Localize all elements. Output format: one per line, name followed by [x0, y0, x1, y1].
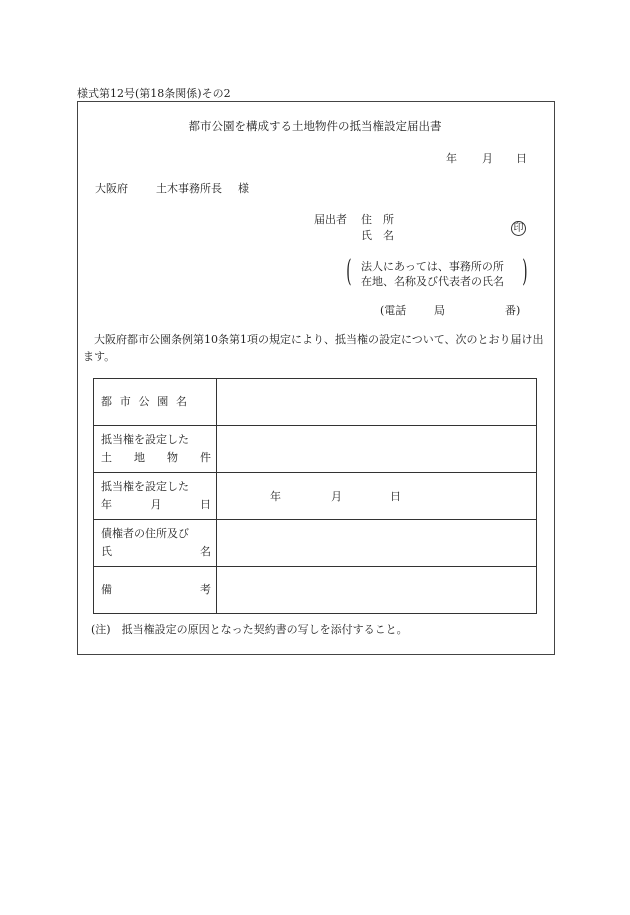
remarks-label-cell: [94, 567, 217, 614]
table-row-land-property: [94, 426, 537, 473]
phone-exchange-label: 局: [434, 304, 445, 317]
attachment-note: (注) 抵当権設定の原因となった契約書の写しを添付すること。: [91, 623, 408, 636]
date-value-month: 月: [331, 490, 342, 503]
park-name-value[interactable]: [217, 379, 537, 426]
date-day-label: 日: [516, 152, 527, 165]
document-title: 都市公園を構成する土地物件の抵当権設定届出書: [188, 119, 442, 133]
creditor-label-cell: [94, 520, 217, 567]
date-value-year: 年: [270, 490, 281, 503]
close-bracket: ): [522, 254, 528, 289]
date-month-label: 月: [482, 152, 493, 165]
park-name-label: 都 市 公 園 名: [101, 395, 187, 408]
date-label-line2: 年 月 日: [101, 498, 211, 511]
remarks-label: 備 考: [101, 583, 211, 596]
table-row-date: [94, 473, 537, 520]
table-row-remarks: [94, 567, 537, 614]
seal-mark: 印: [511, 221, 526, 236]
creditor-value[interactable]: [217, 520, 537, 567]
addressee-honorific: 様: [238, 182, 249, 195]
address-label: 住 所: [361, 213, 394, 226]
table-row-creditor: [94, 520, 537, 567]
land-property-value[interactable]: [217, 426, 537, 473]
name-label: 氏 名: [361, 229, 394, 242]
land-property-label-line2: 土 地 物 件: [101, 451, 211, 464]
corporate-note-line2: 在地、名称及び代表者の氏名: [361, 275, 504, 288]
date-value-day: 日: [390, 490, 401, 503]
addressee-prefecture: 大阪府: [95, 182, 128, 195]
land-property-label-cell: [94, 426, 217, 473]
table-row-park-name: [94, 379, 537, 426]
date-label-line1: 抵当権を設定した: [101, 480, 189, 493]
phone-number-suffix: 番): [505, 304, 521, 317]
date-year-label: 年: [446, 152, 457, 165]
remarks-value[interactable]: [217, 567, 537, 614]
submitter-label: 届出者: [314, 213, 347, 226]
park-name-label-cell: [94, 379, 217, 426]
corporate-note-line1: 法人にあっては、事務所の所: [361, 260, 504, 273]
creditor-label-line1: 債権者の住所及び: [101, 527, 189, 540]
phone-label: (電話: [380, 304, 407, 317]
body-text: 大阪府都市公園条例第10条第1項の規定により、抵当権の設定について、次のとおり届け出ます。: [83, 333, 544, 363]
addressee-office: 土木事務所長: [156, 182, 222, 195]
land-property-label-line1: 抵当権を設定した: [101, 433, 189, 446]
info-table: [93, 378, 537, 614]
date-value-cell[interactable]: [217, 473, 537, 520]
corporate-note: [346, 254, 528, 289]
creditor-label-line2: 氏 名: [101, 545, 211, 558]
form-number: 様式第12号(第18条関係)その2: [77, 87, 231, 100]
open-bracket: (: [346, 254, 352, 289]
date-label-cell: [94, 473, 217, 520]
